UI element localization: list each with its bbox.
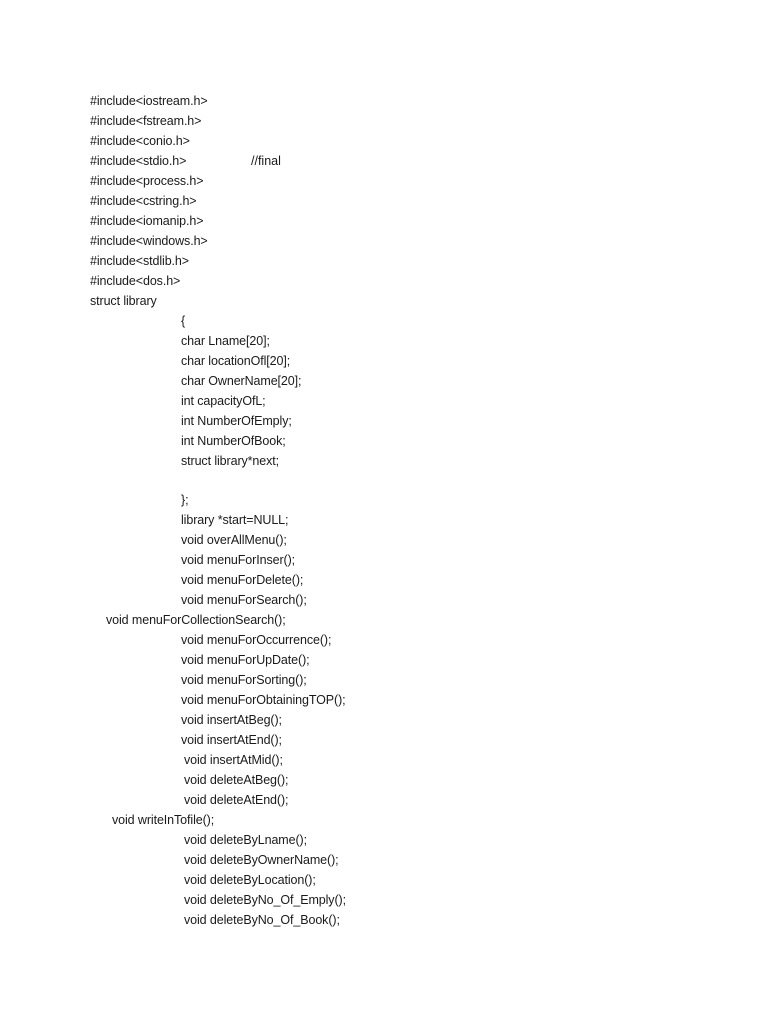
- code-line: void deleteByLname();: [184, 833, 307, 847]
- code-line: void deleteByOwnerName();: [184, 853, 339, 867]
- code-line: #include<conio.h>: [90, 134, 190, 148]
- code-line: void menuForUpDate();: [181, 653, 310, 667]
- code-line: void menuForInser();: [181, 553, 296, 567]
- code-line: #include<iostream.h>: [90, 94, 208, 108]
- code-line: char Lname[20];: [181, 334, 270, 348]
- code-line: #include<windows.h>: [90, 234, 208, 248]
- code-line: char OwnerName[20];: [181, 374, 302, 388]
- code-line: #include<cstring.h>: [90, 194, 197, 208]
- code-line: void menuForDelete();: [181, 573, 304, 587]
- code-line: library *start=NULL;: [181, 513, 289, 527]
- code-line: #include<iomanip.h>: [90, 214, 204, 228]
- code-line: };: [181, 493, 189, 507]
- code-line: void menuForSearch();: [181, 593, 307, 607]
- code-line: char locationOfl[20];: [181, 354, 291, 368]
- code-line: int NumberOfBook;: [181, 434, 286, 448]
- code-line: #include<process.h>: [90, 174, 204, 188]
- code-line: void writeInTofile();: [112, 813, 215, 827]
- code-line: #include<stdio.h>: [90, 154, 187, 168]
- code-line: void menuForSorting();: [181, 673, 307, 687]
- code-line: int NumberOfEmply;: [181, 414, 292, 428]
- code-line: struct library: [90, 294, 157, 308]
- code-line: #include<fstream.h>: [90, 114, 202, 128]
- code-line: void insertAtEnd();: [181, 733, 282, 747]
- code-line: struct library*next;: [181, 454, 280, 468]
- code-line: void deleteAtBeg();: [184, 773, 289, 787]
- code-line: #include<stdlib.h>: [90, 254, 189, 268]
- code-line: int capacityOfL;: [181, 394, 266, 408]
- code-line: void deleteByLocation();: [184, 873, 316, 887]
- code-line: void deleteAtEnd();: [184, 793, 289, 807]
- code-line: void deleteByNo_Of_Book();: [184, 913, 340, 927]
- code-line: #include<dos.h>: [90, 274, 181, 288]
- code-line: void overAllMenu();: [181, 533, 287, 547]
- code-line: void deleteByNo_Of_Emply();: [184, 893, 346, 907]
- code-line: void insertAtBeg();: [181, 713, 282, 727]
- code-line: {: [181, 314, 186, 328]
- code-line: void menuForObtainingTOP();: [181, 693, 346, 707]
- code-line: void menuForOccurrence();: [181, 633, 332, 647]
- final-comment: //final: [251, 154, 281, 168]
- code-line: void insertAtMid();: [184, 753, 283, 767]
- code-line: void menuForCollectionSearch();: [106, 613, 286, 627]
